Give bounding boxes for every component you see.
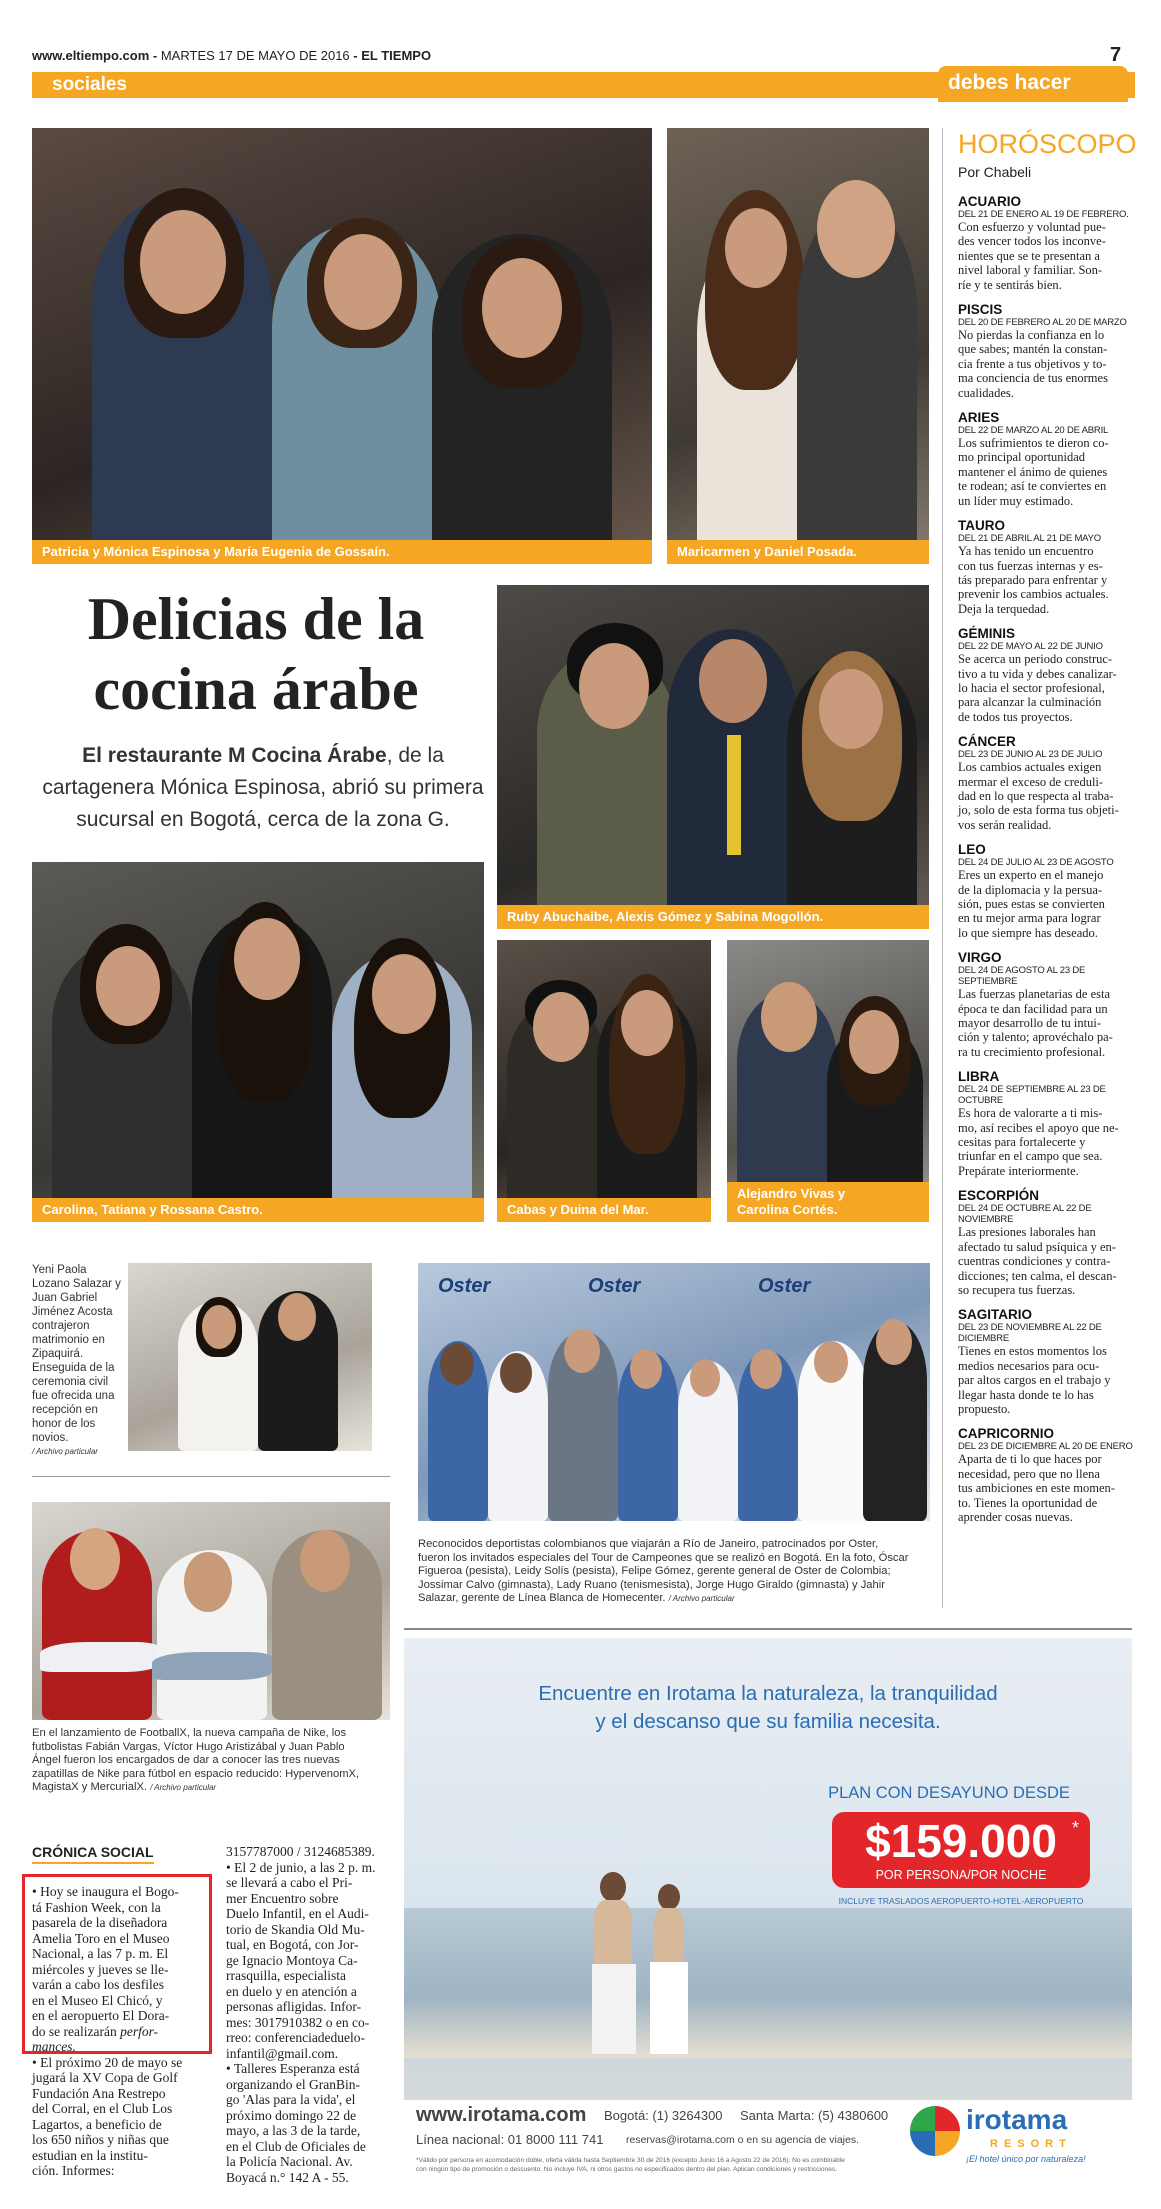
photo-oster-tour — [418, 1263, 930, 1521]
sign-text-line: Con esfuerzo y voluntad pue- — [958, 220, 1106, 234]
horoscope-divider — [942, 128, 943, 1608]
sign-text-line: cualidades. — [958, 385, 1014, 400]
sign-name: ESCORPIÓN — [958, 1188, 1040, 1204]
sign-name: GÉMINIS — [958, 626, 1016, 642]
oster-logo: Oster — [438, 1275, 491, 1297]
sign-text-line: mo, así recibes el apoyo que ne- — [958, 1120, 1119, 1135]
ad-includes: INCLUYE TRASLADOS AEROPUERTO-HOTEL-AEROPUERTO — [838, 1896, 1084, 1906]
sign-dates: DEL 23 DE JUNIO AL 23 DE JULIO — [958, 749, 1103, 761]
horoscope-sign-0 — [958, 194, 1138, 292]
sign-name: ARIES — [958, 410, 1000, 426]
sign-dates: DEL 23 DE NOVIEMBRE AL 22 DE DICIEMBRE — [958, 1322, 1102, 1345]
photo-caption: Ruby Abuchaibe, Alexis Gómez y Sabina Mogollón. — [497, 905, 929, 929]
sign-text-line: Prepárate interiormente. — [958, 1163, 1079, 1178]
sign-text-line: so recupera tus fuerzas. — [958, 1282, 1076, 1297]
horoscope-sign-6 — [958, 842, 1138, 940]
sign-text-line: mermar el exceso de creduli- — [958, 774, 1104, 789]
sign-text-line: vos serán realidad. — [958, 817, 1052, 832]
sign-text-line: des vencer todos los inconve- — [958, 234, 1106, 249]
sign-text-line: para alcanzar la culminación — [958, 695, 1102, 710]
photo-caption: Patricia y Mónica Espinosa y María Eugenia de Gossaín. — [32, 540, 652, 564]
sign-name: LEO — [958, 842, 986, 858]
photo-castro — [32, 862, 484, 1222]
horoscope-sign-7 — [958, 950, 1138, 1059]
sign-text-line: ríe y te sentirás bien. — [958, 277, 1062, 292]
sign-text-line: par altos cargos en el trabajo y — [958, 1373, 1111, 1388]
sign-text-line: propuesto. — [958, 1401, 1011, 1416]
sign-text-line: medios necesarios para ocu- — [958, 1358, 1100, 1373]
sign-name: VIRGO — [958, 950, 1002, 966]
horoscope-column — [958, 128, 1138, 1534]
sign-text-line: afectado tu salud psíquica y en- — [958, 1239, 1116, 1254]
photo-caption: Cabas y Duina del Mar. — [497, 1198, 711, 1222]
sign-text-line: mayor desarrollo de tu intui- — [958, 1016, 1102, 1031]
sign-text-line: que sabes; mantén la constan- — [958, 342, 1108, 357]
sign-text-line: cesitas para fortalecerte y — [958, 1135, 1086, 1150]
sign-text-line: Las fuerzas planetarias de esta — [958, 987, 1111, 1002]
sign-dates: DEL 22 DE MARZO AL 20 DE ABRIL — [958, 425, 1109, 437]
sign-text-line: to. Tienes la oportunidad de — [958, 1495, 1098, 1510]
sign-dates: DEL 24 DE JULIO AL 23 DE AGOSTO — [958, 857, 1114, 869]
ad-per-person: POR PERSONA/POR NOCHE — [875, 1868, 1047, 1882]
right-section-label: debes hacer — [948, 71, 1071, 94]
sign-text-line: cia frente a tus objetivos y to- — [958, 356, 1107, 371]
photo-cabas-duina — [497, 940, 711, 1222]
sign-text-line: ra tu crecimiento profesional. — [958, 1044, 1106, 1059]
ad-phone-bogota: Bogotá: (1) 3264300 — [604, 2108, 723, 2123]
sign-name: CAPRICORNIO — [958, 1426, 1055, 1442]
sign-text-line: necesidad, pero que no llena — [958, 1466, 1100, 1481]
sign-text-line: con tus fuerzas internas y es- — [958, 558, 1103, 573]
section-label: sociales — [52, 74, 127, 95]
sign-text-line: Aparta de ti lo que haces por — [958, 1452, 1102, 1467]
sign-name: LIBRA — [958, 1069, 1000, 1085]
headline-line-1: Delicias de la — [87, 586, 425, 652]
horoscope-sign-10 — [958, 1307, 1138, 1416]
cronica-column-1: • Hoy se inaugura el Bogo- tá Fashion Week, con la pasarela de la diseñadora Amelia Toro en el Museo Nacional, a las 7 p. m. El miércoles y jueves se lle- varán a cabo los desfiles en el Museo El Chicó, y en el aeropuerto El Dora- do se realizarán perfor- mances. • El próximo 20 de mayo se jugará la XV Copa de Golf Fundación Ana Restrepo del Corral, en el Club Los Lagartos, a beneficio de los 650 niños y niñas que estudian en la institu- ción. Informes: — [32, 1884, 183, 2178]
sign-text-line: Eres un experto en el manejo — [958, 868, 1104, 883]
sign-text-line: Tienes en estos momentos los — [958, 1344, 1107, 1359]
sign-text-line: triunfar en el campo que sea. — [958, 1149, 1103, 1164]
sign-text-line: Los cambios actuales exigen — [958, 760, 1102, 775]
photo-caption: Carolina, Tatiana y Rossana Castro. — [32, 1198, 484, 1222]
article-lead: El restaurante M Cocina Árabe, de la cartagenera Mónica Espinosa, abrió su primera sucursal en Bogotá, cerca de la zona G. — [42, 744, 484, 831]
ad-national-line: Línea nacional: 01 8000 111 741 — [416, 2132, 604, 2147]
horoscope-sign-3 — [958, 518, 1138, 616]
sign-text-line: Ya has tenido un encuentro — [958, 544, 1094, 559]
sign-text-line: cuentras condiciones y contra- — [958, 1254, 1111, 1269]
headline-line-2: cocina árabe — [93, 656, 419, 722]
sign-dates: DEL 21 DE ENERO AL 19 DE FEBRERO. — [958, 209, 1129, 220]
sign-text-line: No pierdas la confianza en lo — [958, 328, 1105, 343]
irotama-ad — [404, 1638, 1132, 2190]
sign-text-line: aprender cosas nuevas. — [958, 1509, 1073, 1524]
sign-name: PISCIS — [958, 302, 1003, 318]
sign-text-line: sión, pues estas se convierten — [958, 897, 1105, 911]
sign-text-line: tás preparado para enfrentar y — [958, 572, 1108, 587]
sign-text-line: Los sufrimientos te dieron co- — [958, 436, 1109, 451]
sign-text-line: te rodean; así te conviertes en — [958, 479, 1107, 494]
horoscope-sign-2 — [958, 410, 1138, 508]
nike-caption: En el lanzamiento de FootballX, la nueva campaña de Nike, los futbolistas Fabián Vargas, Víctor Hugo Aristizábal y Juan Pablo Ángel fueron los encargados de dar a conocer las tres nuevas zapatillas de Nike para fútbol en espacio reducido: HypervenomX, MagistaX y MercurialX. / Archivo particular — [32, 1727, 360, 1794]
horoscope-sign-9 — [958, 1188, 1138, 1297]
brand-sub: RESORT — [990, 2138, 1072, 2150]
sign-text-line: Las presiones laborales han — [958, 1225, 1096, 1240]
sign-name: ACUARIO — [958, 194, 1021, 209]
sign-text-line: llegar hasta donde te lo has — [958, 1387, 1094, 1402]
wedding-caption: Yeni Paola Lozano Salazar y Juan Gabriel Jiménez Acosta contrajeron matrimonio en Zipaquirá. Enseguida de la ceremonia civil fue ofrecida una recepción en honor de los novios. / Archivo particular — [32, 1263, 124, 1459]
sign-dates: DEL 23 DE DICIEMBRE AL 20 DE ENERO — [958, 1441, 1133, 1453]
sign-text-line: en tu mejor arma para lograr — [958, 911, 1101, 926]
sign-text-line: mantener el ánimo de quienes — [958, 464, 1108, 479]
ad-price-asterisk: * — [1072, 1818, 1080, 1838]
sign-text-line: de la diplomacia y la persua- — [958, 882, 1103, 897]
ad-website[interactable]: www.irotama.com — [416, 2104, 587, 2126]
photo-credit: / Archivo particular — [668, 1594, 735, 1604]
photo-caption: Alejandro Vivas y Carolina Cortés. — [727, 1182, 929, 1222]
brand-tagline: ¡El hotel único por naturaleza! — [966, 2154, 1086, 2164]
sign-text-line: ción y talento; aprovéchalo pa- — [958, 1030, 1113, 1045]
ad-fine-print: *Válido por persona en acomodación doble, oferta válida hasta Septiembre 30 de 2016 (excepto Junio 16 a Agosto 22 de 2016). No es combinable con ningún tipo de promoción o descuento. No incluye IVA, ni otros gastos no especificados dentro del plan. Aplican condiciones y restricciones. — [416, 2157, 845, 2173]
sign-text-line: lo que siempre has deseado. — [958, 925, 1098, 940]
photo-credit: / Archivo particular — [150, 1783, 217, 1793]
sign-text-line: un líder muy estimado. — [958, 493, 1074, 508]
sign-name: TAURO — [958, 518, 1005, 534]
ad-price: $159.000 — [865, 1815, 1057, 1867]
sign-text-line: tivo a tu vida y debes canalizar- — [958, 666, 1117, 681]
photo-espinosa-gossain — [32, 128, 652, 564]
sign-dates: DEL 24 DE SEPTIEMBRE AL 23 DE OCTUBRE — [958, 1084, 1106, 1107]
paper-name: EL TIEMPO — [361, 48, 432, 63]
photo-credit: / Archivo particular — [32, 1447, 98, 1456]
sign-text-line: nientes que se te presentan a — [958, 248, 1100, 263]
horoscope-sign-8 — [958, 1069, 1138, 1178]
photo-nike-footballx — [32, 1502, 390, 1720]
oster-logo: Oster — [758, 1275, 811, 1297]
sign-text-line: Deja la terquedad. — [958, 601, 1050, 616]
cronica-title: CRÓNICA SOCIAL — [32, 1844, 154, 1864]
ad-phone-santa-marta: Santa Marta: (5) 4380600 — [740, 2108, 889, 2123]
article-headline — [32, 584, 480, 724]
irotama-logo-icon — [910, 2106, 960, 2156]
sign-text-line: dicciones; ten calma, el descan- — [958, 1268, 1117, 1283]
divider — [32, 1476, 390, 1477]
horoscope-sign-1 — [958, 302, 1138, 400]
ad-plan-label: PLAN CON DESAYUNO DESDE — [828, 1784, 1070, 1802]
brand-name: irotama — [966, 2104, 1068, 2135]
sign-dates: DEL 24 DE OCTUBRE AL 22 DE NOVIEMBRE — [958, 1203, 1092, 1226]
ad-sea — [404, 1908, 1132, 2058]
photo-wedding — [128, 1263, 372, 1451]
horoscope-sign-4 — [958, 626, 1138, 724]
horoscope-sign-5 — [958, 734, 1138, 832]
ad-top-rule — [404, 1628, 1132, 1630]
lead-restaurant: El restaurante M Cocina Árabe — [82, 744, 387, 767]
horoscope-sign-11 — [958, 1426, 1138, 1524]
sign-text-line: jo, solo de esta forma tus objeti- — [958, 803, 1119, 818]
price-badge — [832, 1812, 1090, 1888]
issue-date: MARTES 17 DE MAYO DE 2016 — [160, 48, 350, 63]
oster-caption: Reconocidos deportistas colombianos que viajarán a Río de Janeiro, patrocinados por Oster, fueron los invitados especiales del Tour de Campeones que se realizó en Bogotá. En la foto, Óscar Figueroa (pesista), Leidy Solís (pesista), Felipe Gómez, gerente general de Oster de Colombia; Jossimar Calvo (gimnasta), Lady Ruano (tenismesista), Jorge Hugo Giraldo (gimnasta) y Jahir Salazar, gerente de Línea Blanca de Homecenter. / Archivo particular — [418, 1538, 909, 1605]
sign-text-line: Es hora de valorarte a ti mis- — [958, 1106, 1103, 1121]
site-url[interactable]: www.eltiempo.com — [32, 48, 150, 63]
sign-dates: DEL 24 DE AGOSTO AL 23 DE SEPTIEMBRE — [958, 965, 1086, 988]
sign-text-line: época te dan facilidad para un — [958, 1001, 1108, 1016]
sign-text-line: de todos tus proyectos. — [958, 709, 1073, 724]
sign-text-line: tus ambiciones en este momen- — [958, 1481, 1115, 1496]
sign-text-line: ma conciencia de tus enormes — [958, 371, 1108, 386]
ad-reservations: reservas@irotama.com o en su agencia de viajes. — [626, 2134, 860, 2146]
ad-headline: Encuentre en Irotama la naturaleza, la tranquilidad y el descanso que su familia necesita. — [538, 1682, 998, 1733]
sign-dates: DEL 21 DE ABRIL AL 21 DE MAYO — [958, 533, 1101, 545]
oster-logo: Oster — [588, 1275, 641, 1297]
sign-dates: DEL 20 DE FEBRERO AL 20 DE MARZO — [958, 317, 1127, 329]
horoscope-title: HORÓSCOPO — [958, 129, 1137, 159]
sign-dates: DEL 22 DE MAYO AL 22 DE JUNIO — [958, 641, 1103, 653]
sign-name: CÁNCER — [958, 734, 1016, 750]
photo-posada — [667, 128, 929, 564]
photo-abuchaibe-gomez-mogollon — [497, 585, 929, 929]
sign-text-line: Se acerca un periodo construc- — [958, 652, 1113, 667]
couple-figure — [584, 1868, 704, 2058]
sign-text-line: prevenir los cambios actuales. — [958, 587, 1109, 602]
page-number: 7 — [1110, 44, 1122, 66]
sign-text-line: lo hacia el sector profesional, — [958, 680, 1105, 695]
sign-name: SAGITARIO — [958, 1307, 1032, 1323]
cronica-column-2: 3157787000 / 3124685389. • El 2 de junio, a las 2 p. m. se llevará a cabo el Pri- mer Encuentro sobre Duelo Infantil, en el Audi- torio de Skandia Old Mu- tual, en Bogotá, con Jor- ge Ignacio Montoya Ca- rrasquilla, especialista en duelo y en atención a personas afligidas. Infor- mes: 3017910382 o en co- rreo: conferenciadeduelo- infantil@gmail.com. • Talleres Esperanza está organizando el GranBin- go 'Alas para la vida', el próximo domingo 22 de mayo, a las 3 de la tarde, en el Club de Oficiales de la Policía Nacional. Av. Boyacá n.° 142 A - 55. — [226, 1844, 376, 2185]
horoscope-byline: Por Chabeli — [958, 164, 1032, 180]
photo-vivas-cortes — [727, 940, 929, 1222]
sign-text-line: nivel laboral y familiar. Son- — [958, 263, 1103, 278]
sign-text-line: dad en lo que respecta al traba- — [958, 788, 1114, 803]
sign-text-line: mo principal oportunidad — [958, 450, 1086, 465]
photo-caption: Maricarmen y Daniel Posada. — [667, 540, 929, 564]
masthead-line: www.eltiempo.com - MARTES 17 DE MAYO DE 2016 - EL TIEMPO — [32, 48, 432, 63]
